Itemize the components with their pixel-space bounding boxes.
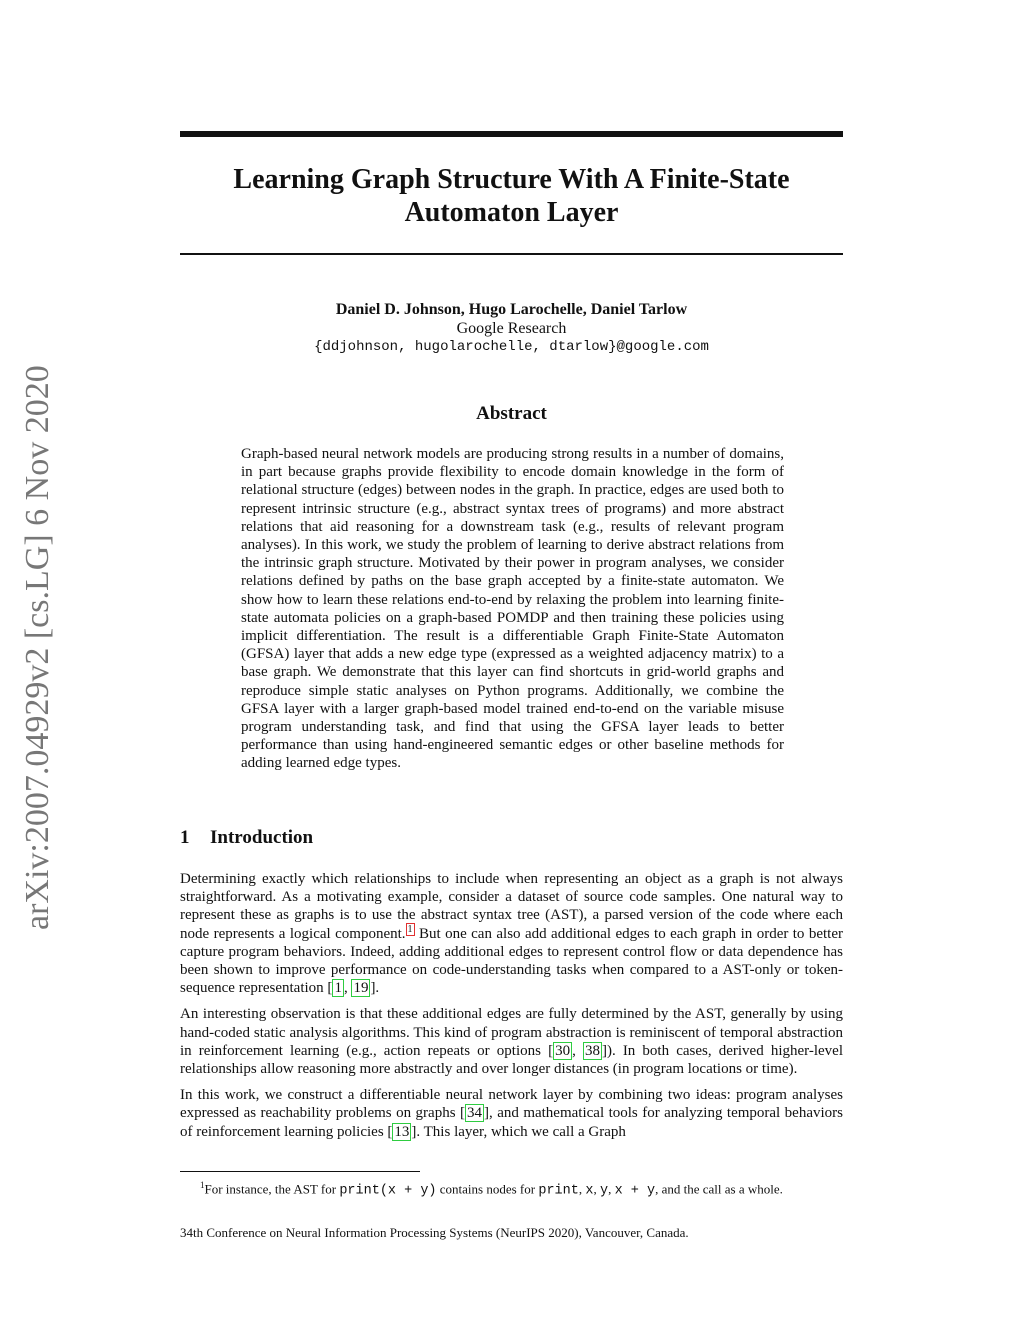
venue-note: 34th Conference on Neural Information Processing Systems (NeurIPS 2020), Vancouver, Canada. xyxy=(180,1225,689,1240)
section-number: 1 xyxy=(180,827,190,848)
abstract-heading: Abstract xyxy=(476,403,547,424)
abstract-text: Graph-based neural network models are producing strong results in a number of domains, in part because graphs provide flexibility to encode domain knowledge in the form of relational structure (edges) between nodes in the graph. In practice, edges are used both to represent intrinsic structure (e.g., abstract syntax trees of programs) and more abstract relations that aid reasoning for a downstream task (e.g., results of relevant program analyses). In this work, we study the problem of learning to derive abstract relations from the intrinsic graph structure. Motivated by their power in program analyses, we consider relations defined by paths on the base graph accepted by a finite-state automaton. We show how to learn these relations end-to-end by relaxing the problem into learning finite-state automata policies on a graph-based POMDP and then training these policies using implicit differentiation. The result is a differentiable Graph Finite-State Automaton (GFSA) layer that adds a new edge type (expressed as a weighted adjacency matrix) to a base graph. We demonstrate that this layer can find shortcuts in grid-world graphs and reproduce simple static analyses on Python programs. Additionally, we combine the GFSA layer with a larger graph-based model trained end-to-end on the variable misuse program understanding task, and find that using the GFSA layer leads to better performance than using hand-engineered semantic edges or other baseline methods for adding learned edge types. xyxy=(241,446,784,772)
citation-link[interactable]: 1 xyxy=(334,980,342,997)
section-title: Introduction xyxy=(210,827,314,848)
intro-paragraph-1: Determining exactly which relationships to include when representing an object as a graph is not always straightforward. As a motivating example, consider a dataset of source code samples. One natural way to represent these as graphs is to use the abstract syntax tree (AST), a parsed version of the code where each node represents a logical component. $^1$ But one can also add additional edges to each graph in order to better capture program behaviors. Indeed, adding additional edges to represent control flow or data dependence has been shown to improve performance on code-understanding tasks when compared to a AST-only or token-sequence representation [ 1 , 19 ]. xyxy=(180,871,844,997)
author-names: Daniel D. Johnson, Hugo Larochelle, Daniel Tarlow xyxy=(335,301,688,318)
paper-title xyxy=(180,163,843,229)
author-emails: {ddjohnson, hugolarochelle, dtarlow}@google.com xyxy=(314,339,709,355)
footnote-mark: 1 xyxy=(200,1180,205,1190)
arxiv-side-label: arXiv:2007.04929v2 [cs.LG] 6 Nov 2020 xyxy=(19,365,56,930)
title-line-2: Automaton Layer xyxy=(404,197,619,228)
citation-link[interactable]: 38 xyxy=(584,1042,600,1059)
affiliation: Google Research xyxy=(456,320,567,337)
section-heading xyxy=(180,827,313,849)
citation-link[interactable]: 19 xyxy=(353,980,369,997)
title-line-1: Learning Graph Structure With A Finite-State xyxy=(233,164,790,195)
author-block xyxy=(180,300,843,357)
footnote-link[interactable]: 1 xyxy=(407,923,413,935)
footnote-rule xyxy=(180,1171,420,1172)
citation-link[interactable]: 30 xyxy=(555,1042,571,1059)
intro-paragraph-3: In this work, we construct a differentiable neural network layer by combining two ideas: program analyses expressed as reachability problems on graphs [ 34 ], and mathematical tools for analyzing temporal behaviors of reinforcement learning policies [ 13 ]. This layer, which we call a Graph xyxy=(180,1087,844,1140)
introduction-body xyxy=(180,870,843,1149)
intro-paragraph-2: An interesting observation is that these additional edges are fully determined by the AST, generally by using hand-coded static analysis algorithms. This kind of program abstraction is reminiscent of temporal abstraction in reinforcement learning (e.g., action repeats or options [ 30 , 38 ]). In both cases, derived higher-level relationships allow reasoning more abstractly and over longer distances (in program locations or time). xyxy=(180,1006,843,1078)
citation-link[interactable]: 34 xyxy=(467,1105,482,1122)
footnote: $^1$For instance, the AST for print(x + y) contains nodes for print, x, y, x + y, and the call as a whole. xyxy=(200,1180,783,1199)
citation-link[interactable]: 13 xyxy=(394,1123,410,1140)
title-bottom-rule xyxy=(180,253,843,255)
title-top-rule xyxy=(180,131,843,137)
